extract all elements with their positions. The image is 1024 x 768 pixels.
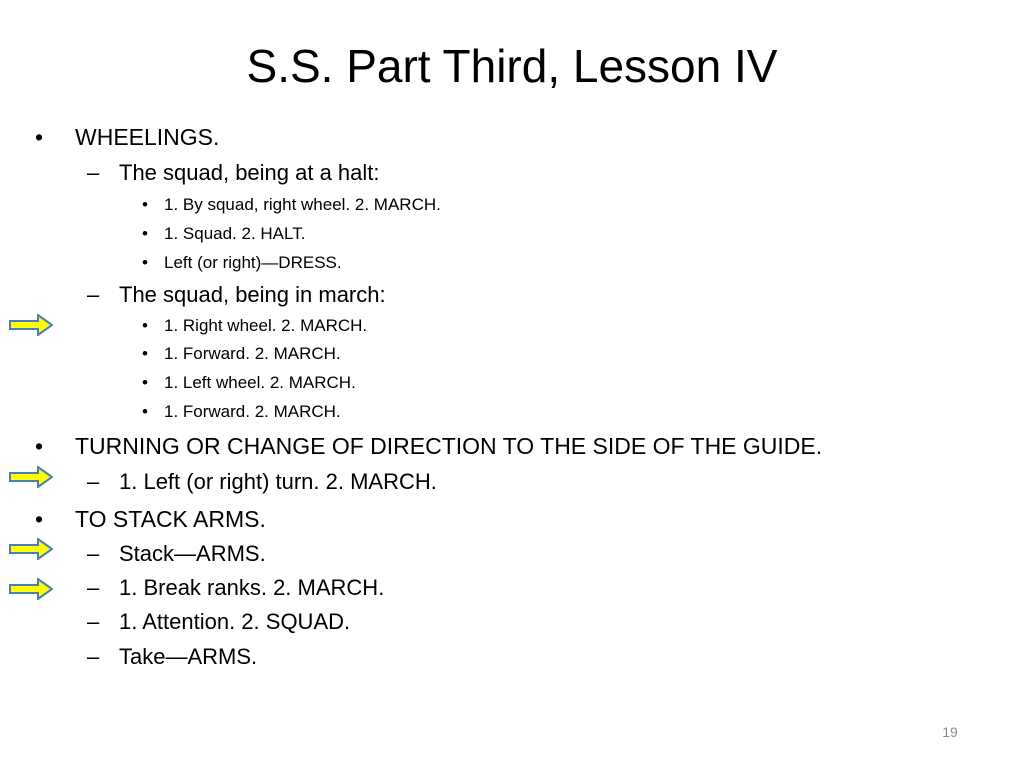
sub-sub-bullet-item [142, 193, 441, 217]
dash-marker: – [87, 575, 100, 600]
bullet-marker: • [142, 344, 148, 363]
sub-sub-bullet-item [142, 222, 306, 246]
bullet-item [35, 122, 220, 152]
sub-sub-bullet-item [142, 342, 341, 366]
sub-sub-bullet-text: 1. By squad, right wheel. 2. MARCH. [164, 195, 441, 214]
dash-marker: – [87, 644, 100, 669]
right-arrow-icon [9, 538, 53, 560]
sub-bullet-text: The squad, being at a halt: [119, 160, 380, 185]
sub-sub-bullet-text: 1. Squad. 2. HALT. [164, 224, 306, 243]
bullet-text: WHEELINGS. [75, 124, 220, 150]
bullet-marker: • [142, 253, 148, 272]
sub-sub-bullet-text: 1. Forward. 2. MARCH. [164, 402, 341, 421]
sub-bullet-item [87, 158, 380, 188]
right-arrow-icon [9, 466, 53, 488]
bullet-marker: • [35, 124, 44, 150]
sub-bullet-text: 1. Left (or right) turn. 2. MARCH. [119, 469, 437, 494]
bullet-text: TO STACK ARMS. [75, 506, 266, 532]
sub-sub-bullet-text: 1. Left wheel. 2. MARCH. [164, 373, 356, 392]
bullet-marker: • [142, 224, 148, 243]
dash-marker: – [87, 609, 100, 634]
sub-sub-bullet-text: 1. Forward. 2. MARCH. [164, 344, 341, 363]
bullet-text: TURNING OR CHANGE OF DIRECTION TO THE SIDE OF THE GUIDE. [75, 433, 823, 459]
sub-bullet-text: The squad, being in march: [119, 282, 386, 307]
bullet-item [35, 431, 823, 461]
sub-bullet-text: Take—ARMS. [119, 644, 258, 669]
dash-marker: – [87, 160, 100, 185]
bullet-marker: • [35, 433, 44, 459]
dash-marker: – [87, 469, 100, 494]
sub-sub-bullet-text: Left (or right)—DRESS. [164, 253, 342, 272]
dash-marker: – [87, 541, 100, 566]
bullet-marker: • [35, 506, 44, 532]
sub-sub-bullet-text: 1. Right wheel. 2. MARCH. [164, 316, 368, 335]
sub-bullet-text: 1. Attention. 2. SQUAD. [119, 609, 351, 634]
sub-bullet-item [87, 573, 385, 603]
bullet-marker: • [142, 316, 148, 335]
right-arrow-icon [9, 578, 53, 600]
sub-bullet-item [87, 642, 258, 672]
slide-title: S.S. Part Third, Lesson IV [246, 40, 778, 92]
bullet-item [35, 504, 266, 534]
sub-bullet-text: 1. Break ranks. 2. MARCH. [119, 575, 385, 600]
page-number: 19 [942, 724, 958, 740]
sub-sub-bullet-item [142, 371, 356, 395]
sub-bullet-item [87, 280, 386, 310]
bullet-marker: • [142, 402, 148, 421]
bullet-marker: • [142, 373, 148, 392]
sub-bullet-item [87, 467, 437, 497]
sub-sub-bullet-item [142, 400, 341, 424]
sub-bullet-item [87, 539, 266, 569]
bullet-marker: • [142, 195, 148, 214]
sub-bullet-text: Stack—ARMS. [119, 541, 266, 566]
sub-sub-bullet-item [142, 314, 368, 338]
sub-sub-bullet-item [142, 251, 342, 275]
right-arrow-icon [9, 314, 53, 336]
sub-bullet-item [87, 607, 351, 637]
dash-marker: – [87, 282, 100, 307]
